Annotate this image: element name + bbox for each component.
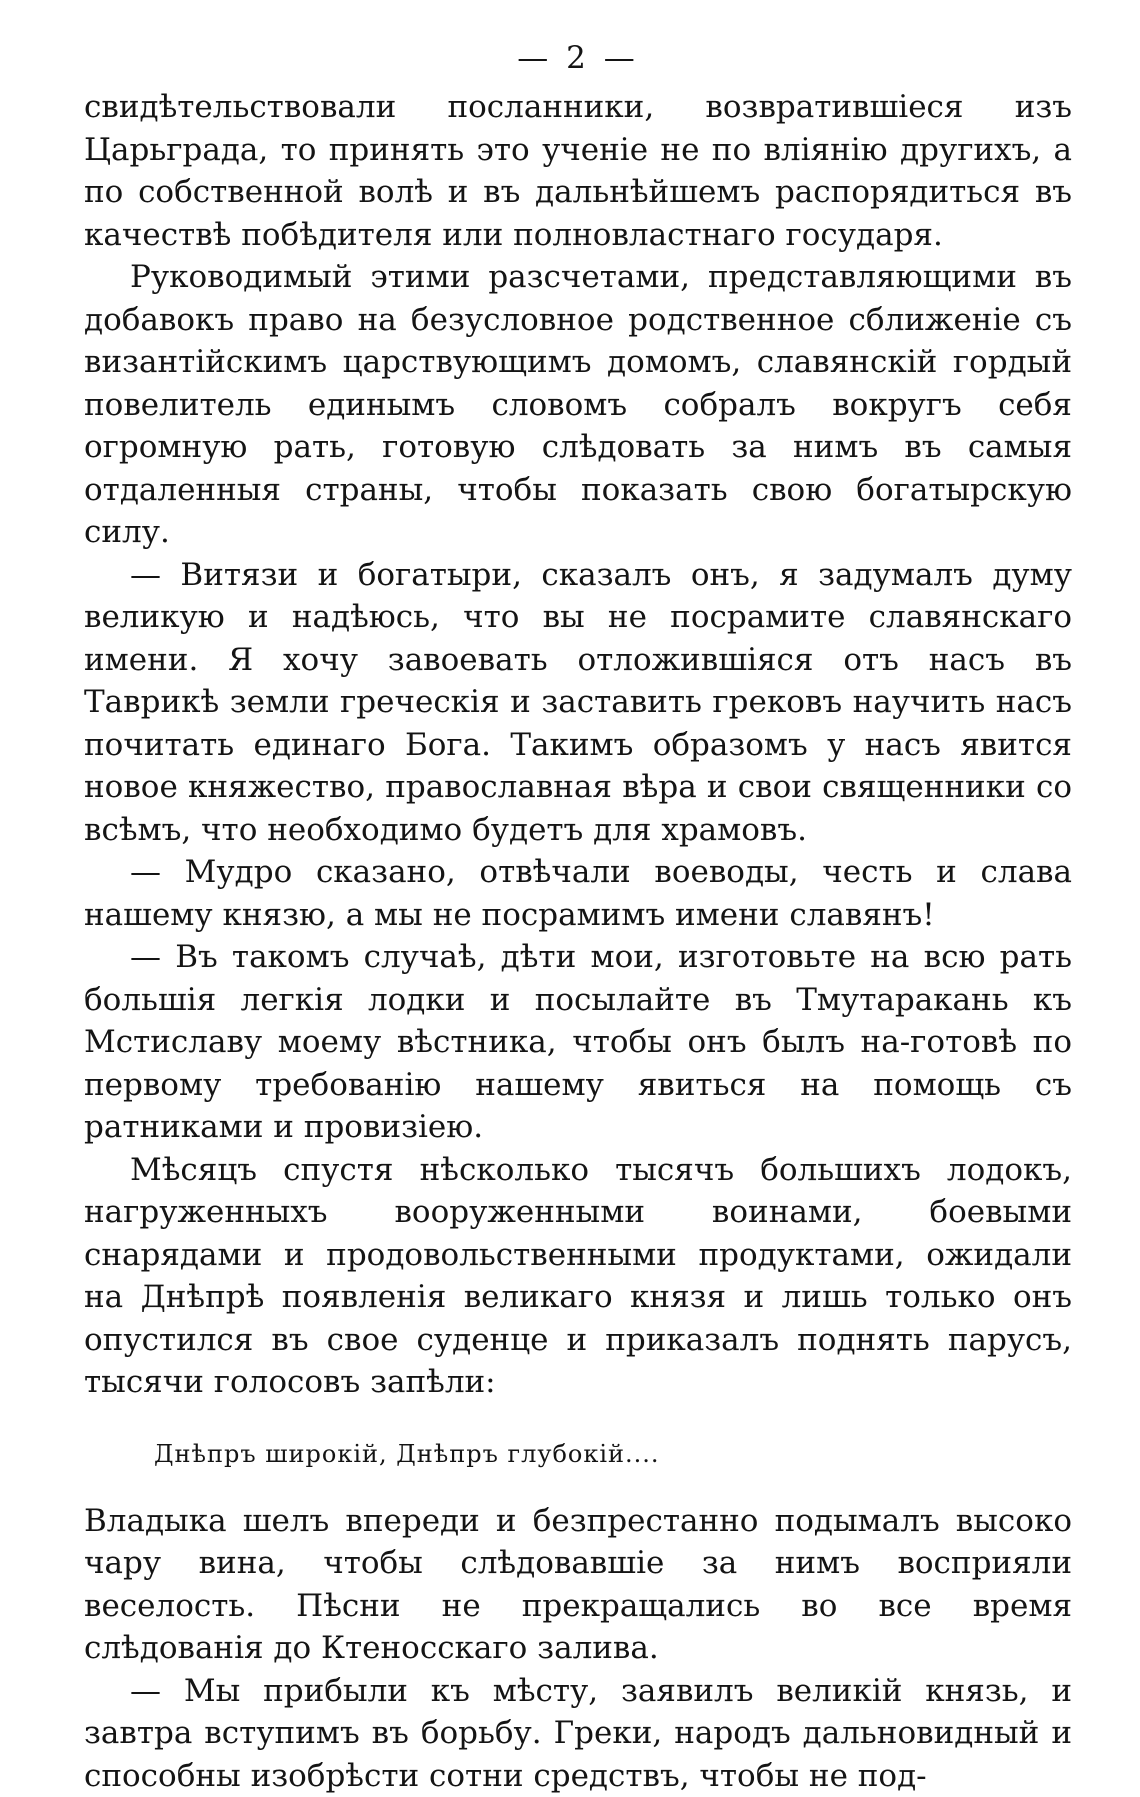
paragraph-6: Мѣсяцъ спустя нѣсколько тысячъ большихъ лодокъ, нагруженныхъ вооруженными воинами, боевыми снарядами и продовольственными продуктами, ожидали на Днѣпрѣ появленія великаго князя и лишь только онъ опустился въ свое суденце и приказалъ поднять парусъ, тысячи голосовъ запѣли:: [84, 1149, 1072, 1404]
paragraph-2: Руководимый этими разсчетами, представляющими въ добавокъ право на безусловное родственное сближеніе съ византійскимъ царствующимъ домомъ, славянскій гордый повелитель единымъ словомъ собралъ вокругъ себя огромную рать, готовую слѣдовать за нимъ въ самыя отдаленныя страны, чтобы показать свою богатырскую силу.: [84, 256, 1072, 554]
page-number: — 2 —: [84, 38, 1072, 78]
text-top: [84, 86, 1072, 1404]
paragraph-5: — Въ такомъ случаѣ, дѣти мои, изготовьте на всю рать большія легкія лодки и посылайте въ Тмутаракань къ Мстиславу моему вѣстника, чтобы онъ былъ на-готовѣ по первому требованію нашему явиться на помощь съ ратниками и провизіею.: [84, 936, 1072, 1149]
paragraph-1: свидѣтельствовали посланники, возвратившіеся изъ Царьграда, то принять это ученіе не по вліянію другихъ, а по собственной волѣ и въ дальнѣйшемъ распорядиться въ качествѣ побѣдителя или полновластнаго государя.: [84, 86, 1072, 256]
document-page: [84, 38, 1072, 1797]
song-verse: Днѣпръ широкій, Днѣпръ глубокій....: [84, 1438, 1072, 1470]
text-bottom: [84, 1500, 1072, 1797]
paragraph-3: — Витязи и богатыри, сказалъ онъ, я задумалъ думу великую и надѣюсь, что вы не посрамите славянскаго имени. Я хочу завоевать отложившіяся отъ насъ въ Таврикѣ земли греческія и заставить грековъ научить насъ почитать единаго Бога. Такимъ образомъ у насъ явится новое княжество, православная вѣра и свои священники со всѣмъ, что необходимо будетъ для храмовъ.: [84, 554, 1072, 852]
paragraph-4: — Мудро сказано, отвѣчали воеводы, честь и слава нашему князю, а мы не посрамимъ имени славянъ!: [84, 851, 1072, 936]
paragraph-8: — Мы прибыли къ мѣсту, заявилъ великій князь, и завтра вступимъ въ борьбу. Греки, народъ дальновидный и способны изобрѣсти сотни средствъ, чтобы не под-: [84, 1670, 1072, 1797]
paragraph-7: Владыка шелъ впереди и безпрестанно подымалъ высоко чару вина, чтобы слѣдовавшіе за нимъ восприяли веселость. Пѣсни не прекращались во все время слѣдованія до Ктеносскаго залива.: [84, 1500, 1072, 1670]
